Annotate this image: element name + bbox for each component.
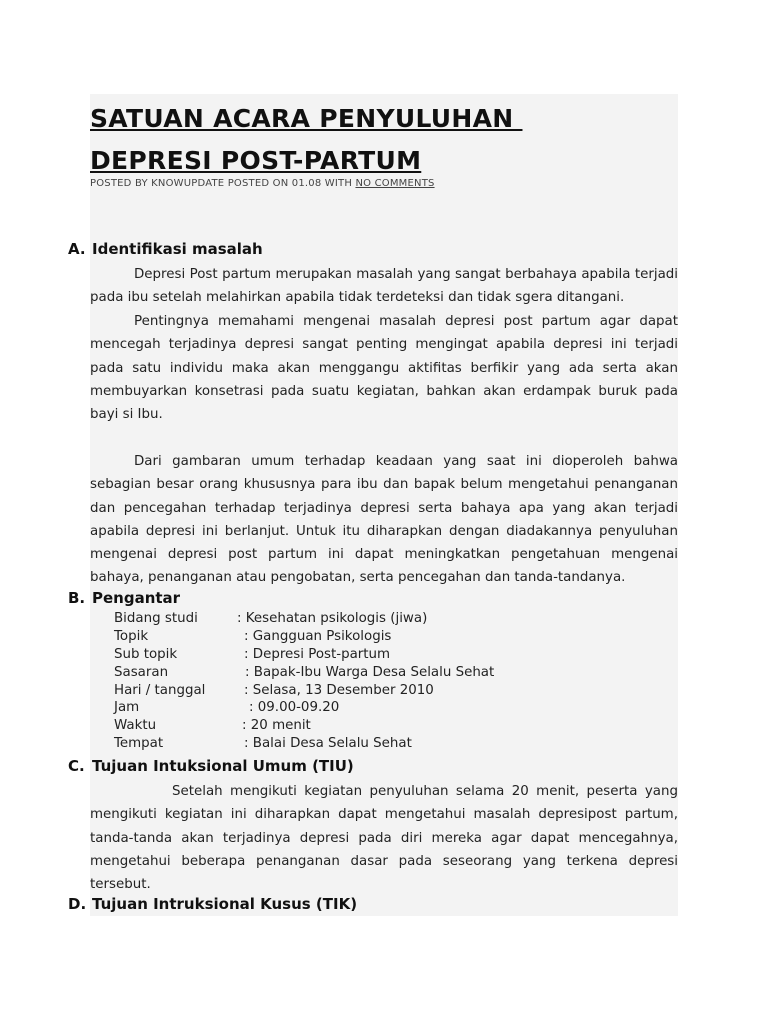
- section-heading-b: [68, 589, 180, 607]
- no-comments-link[interactable]: NO COMMENTS: [355, 178, 435, 189]
- posted-by-text: POSTED BY KNOWUPDATE POSTED ON 01.08 WITH: [90, 178, 353, 189]
- paragraph-c1: [90, 780, 678, 896]
- paragraph-a3: [90, 450, 678, 590]
- pengantar-label: Sasaran: [114, 664, 169, 680]
- paragraph-a2-text: Pentingnya memahami mengenai masalah depresi post partum agar dapat mencegah terjadinya depresi sangat penting mengingat apabila depresi ini terjadi pada satu individu maka akan menggangu aktifitas berfikir yang ada serta akan membuyarkan konsetrasi pada suatu kegiatan, bahkan akan erdampak buruk pada bayi si Ibu.: [90, 314, 678, 423]
- pengantar-label: Hari / tanggal: [114, 682, 206, 698]
- section-title-c: Tujuan Intuksional Umum (TIU): [92, 757, 354, 775]
- pengantar-label: Tempat: [114, 736, 164, 752]
- pengantar-label: Waktu: [114, 718, 157, 734]
- paragraph-a3-text: Dari gambaran umum terhadap keadaan yang saat ini dioperoleh bahwa sebagian besar orang khususnya para ibu dan bapak belum mengetahui penanganan dan pencegahan terhadap terjadinya depresi serta bahaya apa yang akan terjadi apabila depresi ini berlanjut. Untuk itu diharapkan dengan diadakannya penyuluhan mengenai depresi post partum ini dapat meningkatkan pengetahuan mengenai bahaya, penanganan atau pengobatan, serta pencegahan dan tanda-tandanya.: [90, 454, 678, 586]
- paragraph-a2: [90, 310, 678, 426]
- section-number-b: B.: [68, 589, 86, 607]
- section-title-a: Identifikasi masalah: [92, 240, 263, 258]
- pengantar-value: : Gangguan Psikologis: [244, 628, 392, 644]
- pengantar-value: : Depresi Post-partum: [244, 646, 391, 662]
- section-heading-a: [68, 240, 263, 258]
- pengantar-value: : 09.00-09.20: [249, 700, 340, 716]
- pengantar-label: Jam: [114, 700, 140, 716]
- section-title-d: Tujuan Intruksional Kusus (TIK): [92, 895, 358, 913]
- title-line-1: SATUAN ACARA PENYULUHAN: [90, 104, 523, 133]
- section-title-b: Pengantar: [92, 589, 181, 607]
- pengantar-value: : Kesehatan psikologis (jiwa): [237, 611, 428, 626]
- post-meta: [90, 178, 435, 189]
- paragraph-c1-text: Setelah mengikuti kegiatan penyuluhan selama 20 menit, peserta yang mengikuti kegiatan ini diharapkan dapat mengetahui masalah depresipost partum, tanda-tanda akan terjadinya depresi pada diri mereka agar dapat mencegahnya, mengetahui beberapa penanganan dasar pada seseorang yang terkena depresi tersebut.: [90, 784, 678, 893]
- paragraph-a1-text: Depresi Post partum merupakan masalah yang sangat berbahaya apabila terjadi pada ibu setelah melahirkan apabila tidak terdeteksi dan tidak sgera ditangani.: [90, 267, 678, 306]
- section-number-a: A.: [68, 240, 86, 258]
- section-heading-d: [68, 895, 357, 913]
- paragraph-a1: [90, 263, 678, 310]
- pengantar-label: Topik: [114, 628, 149, 644]
- title-line-2: DEPRESI POST-PARTUM: [90, 146, 422, 175]
- pengantar-value: : Balai Desa Selalu Sehat: [244, 736, 412, 752]
- pengantar-label: Bidang studi: [114, 611, 198, 626]
- pengantar-value: : 20 menit: [242, 718, 311, 734]
- section-number-c: C.: [68, 757, 85, 775]
- page-title: [90, 98, 678, 182]
- pengantar-label: Sub topik: [114, 646, 178, 662]
- pengantar-value: : Bapak-Ibu Warga Desa Selalu Sehat: [245, 664, 495, 680]
- pengantar-value: : Selasa, 13 Desember 2010: [244, 682, 434, 698]
- section-number-d: D.: [68, 895, 87, 913]
- section-heading-c: [68, 757, 354, 775]
